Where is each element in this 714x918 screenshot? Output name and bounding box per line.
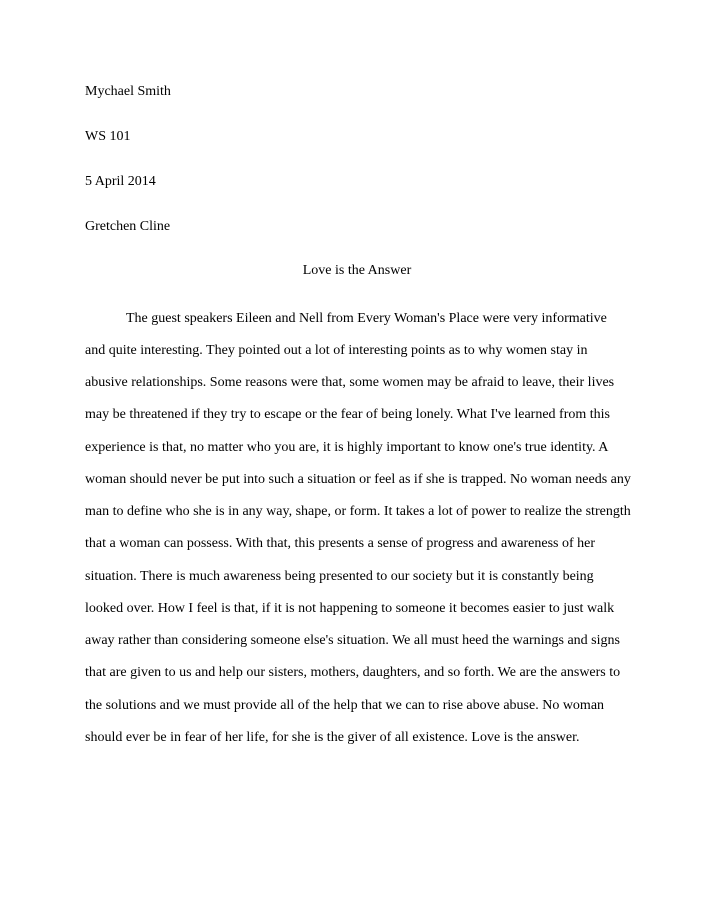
- body-line: should ever be in fear of her life, for she is the giver of all existence. Love is the answer.: [85, 730, 580, 745]
- body-line: that a woman can possess. With that, this presents a sense of progress and awareness of her: [85, 536, 596, 551]
- document-date: 5 April 2014: [85, 174, 156, 189]
- body-line: abusive relationships. Some reasons were that, some women may be afraid to leave, their lives: [85, 375, 615, 390]
- body-line: man to define who she is in any way, shape, or form. It takes a lot of power to realize the strength: [85, 504, 631, 519]
- instructor-name: Gretchen Cline: [85, 219, 171, 234]
- body-line: experience is that, no matter who you are, it is highly important to know one's true identity. A: [85, 440, 609, 455]
- body-line: the solutions and we must provide all of the help that we can to rise above abuse. No woman: [85, 698, 605, 713]
- course-code: WS 101: [85, 129, 131, 144]
- body-line: away rather than considering someone else's situation. We all must heed the warnings and signs: [85, 633, 620, 648]
- essay-title: Love is the Answer: [302, 263, 412, 278]
- body-line: looked over. How I feel is that, if it is not happening to someone it becomes easier to just walk: [85, 601, 615, 616]
- body-line: situation. There is much awareness being presented to our society but it is constantly being: [85, 569, 594, 584]
- body-line: may be threatened if they try to escape or the fear of being lonely. What I've learned from this: [85, 407, 610, 422]
- body-line: that are given to us and help our sisters, mothers, daughters, and so forth. We are the answers to: [85, 665, 621, 680]
- author-name: Mychael Smith: [85, 84, 171, 99]
- body-line: woman should never be put into such a situation or feel as if she is trapped. No woman needs any: [85, 472, 631, 487]
- body-line: The guest speakers Eileen and Nell from Every Woman's Place were very informative: [126, 311, 607, 326]
- body-line: and quite interesting. They pointed out a lot of interesting points as to why women stay in: [85, 343, 588, 358]
